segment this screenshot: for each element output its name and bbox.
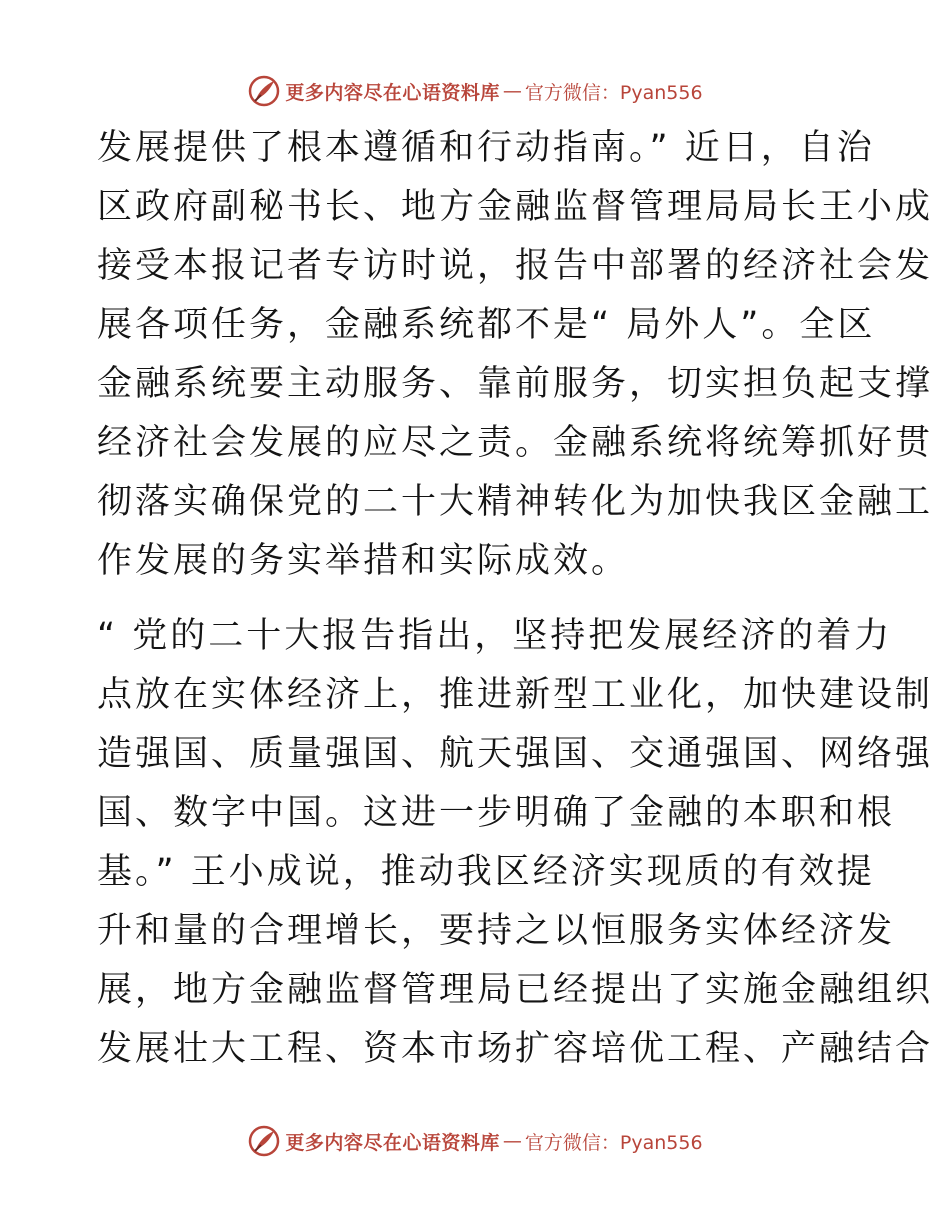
- text-line: 造强国、质量强国、航天强国、交通强国、网络强: [97, 734, 934, 774]
- text-line: 经济社会发展的应尽之责。金融系统将统筹抓好贯: [97, 423, 934, 463]
- text-line: 国、数字中国。这进一步明确了金融的本职和根: [97, 793, 896, 833]
- text-line: 区政府副秘书长、地方金融监督管理局局长王小成: [97, 187, 934, 227]
- text-line: 彻落实确保党的二十大精神转化为加快我区金融工: [97, 482, 934, 522]
- feather-quill-icon: [247, 74, 281, 108]
- article-body: [97, 119, 934, 1079]
- watermark-site-text: 更多内容尽在心语资料库: [285, 81, 500, 104]
- watermark-separator: —: [502, 1130, 522, 1152]
- watermark-wechat-text: 官方微信：Pyan556: [524, 1131, 703, 1154]
- text-line: 基。” 王小成说，推动我区经济实现质的有效提: [97, 852, 875, 892]
- text-line: 发展提供了根本遵循和行动指南。” 近日，自治: [97, 128, 875, 168]
- watermark-wechat-text: 官方微信：Pyan556: [524, 81, 703, 104]
- watermark-site-text: 更多内容尽在心语资料库: [285, 1131, 500, 1154]
- feather-quill-icon: [247, 1124, 281, 1158]
- text-line: 点放在实体经济上，推进新型工业化，加快建设制: [97, 675, 934, 715]
- text-line: 展各项任务，金融系统都不是“ 局外人”。全区: [97, 305, 876, 345]
- text-line: 展，地方金融监督管理局已经提出了实施金融组织: [97, 970, 934, 1010]
- header-watermark: [0, 71, 950, 111]
- text-line: 作发展的务实举措和实际成效。: [97, 541, 630, 581]
- text-line: 发展壮大工程、资本市场扩容培优工程、产融结合: [97, 1029, 934, 1069]
- paragraph-2: [97, 607, 934, 1079]
- text-line: 金融系统要主动服务、靠前服务，切实担负起支撑: [97, 364, 934, 404]
- text-line: 升和量的合理增长，要持之以恒服务实体经济发: [97, 911, 896, 951]
- watermark-separator: —: [502, 80, 522, 102]
- footer-watermark: [0, 1121, 950, 1161]
- paragraph-gap: [97, 591, 857, 607]
- paragraph-1: [97, 119, 934, 591]
- text-line: “ 党的二十大报告指出，坚持把发展经济的着力: [97, 616, 893, 656]
- text-line: 接受本报记者专访时说，报告中部署的经济社会发: [97, 246, 934, 286]
